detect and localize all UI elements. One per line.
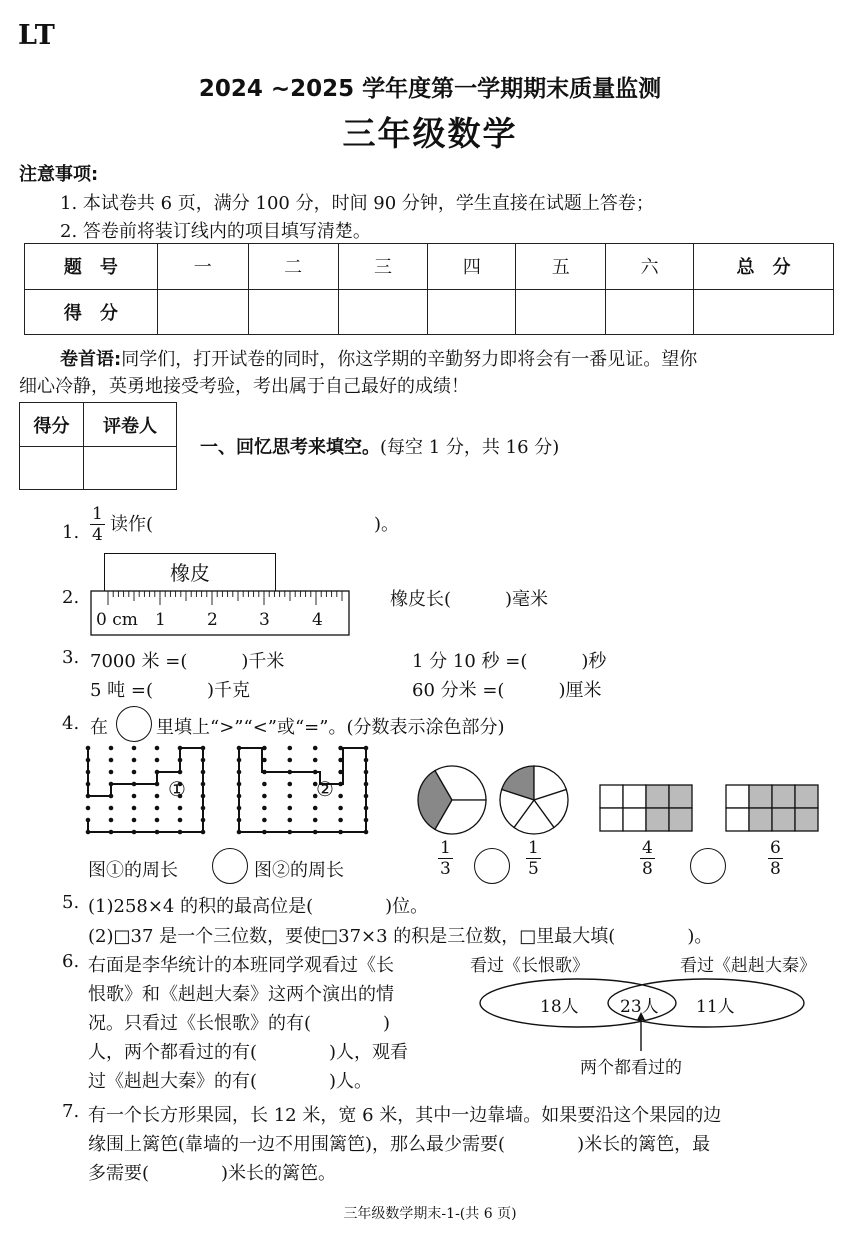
- grid-cell: [623, 808, 646, 831]
- venn-left-label: 看过《长恨歌》: [470, 956, 589, 976]
- q6-line-3: 况。只看过《长恨歌》的有( ): [88, 1013, 391, 1034]
- q6-line-4: 人，两个都看过的有( )人，观看: [88, 1042, 409, 1063]
- grid-dot: [313, 758, 318, 763]
- frac-num: 4: [642, 838, 653, 858]
- grid-dot: [155, 746, 160, 751]
- figure-2-outline: [239, 748, 366, 832]
- grid-dot: [109, 758, 114, 763]
- q7-line-2: 缘围上篱笆(靠墙的一边不用围篱笆)，那么最少需要( )米长的篱笆，最: [88, 1134, 711, 1155]
- score-header-2: 二: [248, 244, 338, 290]
- ruler-label-2: 2: [207, 610, 218, 630]
- grid-dot: [288, 818, 293, 823]
- grid-dot: [109, 806, 114, 811]
- q2-number: 2.: [62, 587, 80, 608]
- grid-dot: [262, 794, 267, 799]
- q3-a: 7000 米 =( )千米: [90, 651, 285, 672]
- grid-dot: [288, 758, 293, 763]
- page-footer: 三年级数学期末-1-(共 6 页): [343, 1206, 517, 1222]
- score-header-5: 五: [516, 244, 606, 290]
- exam-title: 2024 ~2025 学年度第一学期期末质量监测: [198, 76, 662, 102]
- grid-four-eighths: [600, 785, 692, 831]
- notice-item-1: 1. 本试卷共 6 页，满分 100 分，时间 90 分钟，学生直接在试题上答卷；: [60, 193, 654, 214]
- score-table: [24, 243, 834, 335]
- grid-dot: [132, 770, 137, 775]
- q6-number: 6.: [62, 951, 80, 972]
- q1-number: 1.: [62, 522, 80, 543]
- grid-dot: [288, 746, 293, 751]
- section-1-heading: [200, 433, 559, 459]
- pie-fifths: [500, 766, 568, 834]
- grid-cell-shaded: [669, 785, 692, 808]
- q3-number: 3.: [62, 647, 80, 668]
- grid-dot: [109, 818, 114, 823]
- compare-circle-perimeter[interactable]: [212, 848, 248, 884]
- grid-cell: [600, 808, 623, 831]
- score-cell-total[interactable]: [694, 289, 834, 335]
- grid-dot: [288, 794, 293, 799]
- grid-cell: [726, 808, 749, 831]
- fraction-1-3: [438, 838, 453, 878]
- compare-circle-example: [116, 706, 152, 742]
- score-cell[interactable]: [157, 289, 248, 335]
- score-cell[interactable]: [606, 289, 694, 335]
- notice-item-2: 2. 答卷前将装订线内的项目填写清楚。: [60, 221, 371, 242]
- ruler-label-3: 3: [259, 610, 270, 630]
- grid-dot: [262, 818, 267, 823]
- frac-den: 3: [440, 859, 451, 879]
- fraction-6-8: [768, 838, 783, 878]
- grid-dot: [338, 818, 343, 823]
- frac-den: 8: [642, 859, 653, 879]
- q5-number: 5.: [62, 892, 80, 913]
- exam-subtitle: 三年级数学: [342, 114, 518, 153]
- grid-cell: [623, 785, 646, 808]
- score-row-label: 得 分: [25, 289, 158, 335]
- frac-num: 1: [528, 838, 539, 858]
- grid-cell-shaded: [749, 785, 772, 808]
- grid-dot: [288, 782, 293, 787]
- q3-b: 1 分 10 秒 =( )秒: [412, 651, 607, 672]
- q6-line-2: 恨歌》和《赳赳大秦》这两个演出的情: [88, 984, 394, 1005]
- score-header-4: 四: [428, 244, 516, 290]
- grid-cell-shaded: [749, 808, 772, 831]
- grid-dot: [262, 782, 267, 787]
- grid-cell-shaded: [772, 785, 795, 808]
- grid-dot: [109, 770, 114, 775]
- grid-dot: [132, 758, 137, 763]
- venn-right-count: 11人: [696, 997, 735, 1017]
- q7-line-1: 有一个长方形果园，长 12 米，宽 6 米，其中一边靠墙。如果要沿这个果园的边: [88, 1105, 722, 1126]
- figure-1-label: ①: [168, 777, 186, 801]
- q4-pre: 在: [90, 717, 108, 738]
- grader-name-label: 评卷人: [84, 403, 177, 447]
- grid-dot: [86, 806, 91, 811]
- grid-dot: [132, 746, 137, 751]
- grid-dot: [288, 806, 293, 811]
- grid-dot: [132, 818, 137, 823]
- grid-cell-shaded: [772, 808, 795, 831]
- score-cell[interactable]: [428, 289, 516, 335]
- q4-number: 4.: [62, 713, 80, 734]
- grid-dot: [338, 806, 343, 811]
- q1-fraction: [90, 504, 105, 544]
- grid-dot: [132, 794, 137, 799]
- grid-dot: [155, 806, 160, 811]
- grid-cell-shaded: [669, 808, 692, 831]
- grid-cell: [600, 785, 623, 808]
- score-header-1: 一: [157, 244, 248, 290]
- q3-c: 5 吨 =( )千克: [90, 680, 251, 701]
- grid-dot: [178, 818, 183, 823]
- preface-line-1: [60, 345, 697, 371]
- grid-cell-shaded: [795, 808, 818, 831]
- notice-heading: 注意事项:: [19, 164, 99, 185]
- grid-dot: [155, 818, 160, 823]
- q7-line-3: 多需要( )米长的篱笆。: [88, 1163, 337, 1184]
- grid-six-eighths: [726, 785, 818, 831]
- q6-line-1: 右面是李华统计的本班同学观看过《长: [88, 955, 394, 976]
- grader-score-label: 得分: [20, 403, 84, 447]
- grid-dot: [132, 806, 137, 811]
- ruler-label-0: 0 cm: [96, 610, 138, 630]
- compare-circle-grids[interactable]: [690, 848, 726, 884]
- score-cell[interactable]: [338, 289, 428, 335]
- venn-note: 两个都看过的: [580, 1058, 682, 1078]
- grid-dot: [262, 806, 267, 811]
- grid-cell-shaded: [646, 785, 669, 808]
- ruler-label-1: 1: [155, 610, 166, 630]
- frac-num: 1: [440, 838, 451, 858]
- grader-name-cell[interactable]: [84, 447, 177, 490]
- q4-post: 里填上“>”“<”或“=”。(分数表示涂色部分): [156, 717, 505, 738]
- q1-text: 读作(: [110, 514, 154, 535]
- venn-left-count: 18人: [540, 997, 579, 1017]
- ruler-label-4: 4: [312, 610, 323, 630]
- q5-b: (2)□37 是一个三位数，要使□37×3 的积是三位数，□里最大填( )。: [88, 926, 713, 947]
- pie-thirds: [418, 766, 486, 834]
- q1-frac-num: 1: [92, 504, 103, 524]
- venn-right-label: 看过《赳赳大秦》: [680, 956, 816, 976]
- score-header-6: 六: [606, 244, 694, 290]
- corner-mark: LT: [18, 20, 55, 51]
- score-header-3: 三: [338, 244, 428, 290]
- grader-score-cell[interactable]: [20, 447, 84, 490]
- grid-dot: [313, 818, 318, 823]
- eraser: 橡皮: [104, 553, 276, 593]
- grid-dot: [155, 794, 160, 799]
- grid-dot: [178, 806, 183, 811]
- score-cell[interactable]: [516, 289, 606, 335]
- q4-compare-left: 图①的周长: [88, 860, 178, 881]
- venn-mid-count: 23人: [620, 997, 659, 1017]
- grid-dot: [313, 806, 318, 811]
- score-header-label: 题 号: [25, 244, 158, 290]
- q4-compare-right: 图②的周长: [254, 860, 344, 881]
- q1-close: )。: [374, 514, 400, 535]
- frac-den: 5: [528, 859, 539, 879]
- frac-num: 6: [770, 838, 781, 858]
- q5-a: (1)258×4 的积的最高位是( )位。: [88, 896, 429, 917]
- grid-figures: [598, 783, 830, 833]
- q1-frac-den: 4: [92, 525, 103, 545]
- grid-cell-shaded: [795, 785, 818, 808]
- q3-d: 60 分米 =( )厘米: [412, 680, 602, 701]
- compare-circle-pies[interactable]: [474, 848, 510, 884]
- fraction-4-8: [640, 838, 655, 878]
- preface-line-2: 细心冷静，英勇地接受考验，考出属于自己最好的成绩！: [19, 376, 469, 397]
- dot-grid-figures: [80, 744, 380, 836]
- pie-charts: [416, 764, 576, 836]
- fraction-1-5: [526, 838, 541, 878]
- grid-dot: [313, 746, 318, 751]
- q7-number: 7.: [62, 1101, 80, 1122]
- figure-2-label: ②: [316, 777, 334, 801]
- grid-dot: [109, 746, 114, 751]
- section-1-title: 一、回忆思考来填空。: [200, 437, 380, 458]
- grader-box: [19, 402, 177, 490]
- score-cell[interactable]: [248, 289, 338, 335]
- grid-dot: [155, 758, 160, 763]
- score-header-total: 总 分: [694, 244, 834, 290]
- grid-cell-shaded: [646, 808, 669, 831]
- grid-cell: [726, 785, 749, 808]
- frac-den: 8: [770, 859, 781, 879]
- grid-dot: [338, 794, 343, 799]
- preface-text-1: 同学们，打开试卷的同时，你这学期的辛勤努力即将会有一番见证。望你: [121, 349, 698, 370]
- q2-answer: 橡皮长( )毫米: [390, 589, 549, 610]
- section-1-points: (每空 1 分，共 16 分): [380, 437, 560, 458]
- preface-label: 卷首语:: [60, 349, 122, 370]
- q6-line-5: 过《赳赳大秦》的有( )人。: [88, 1071, 373, 1092]
